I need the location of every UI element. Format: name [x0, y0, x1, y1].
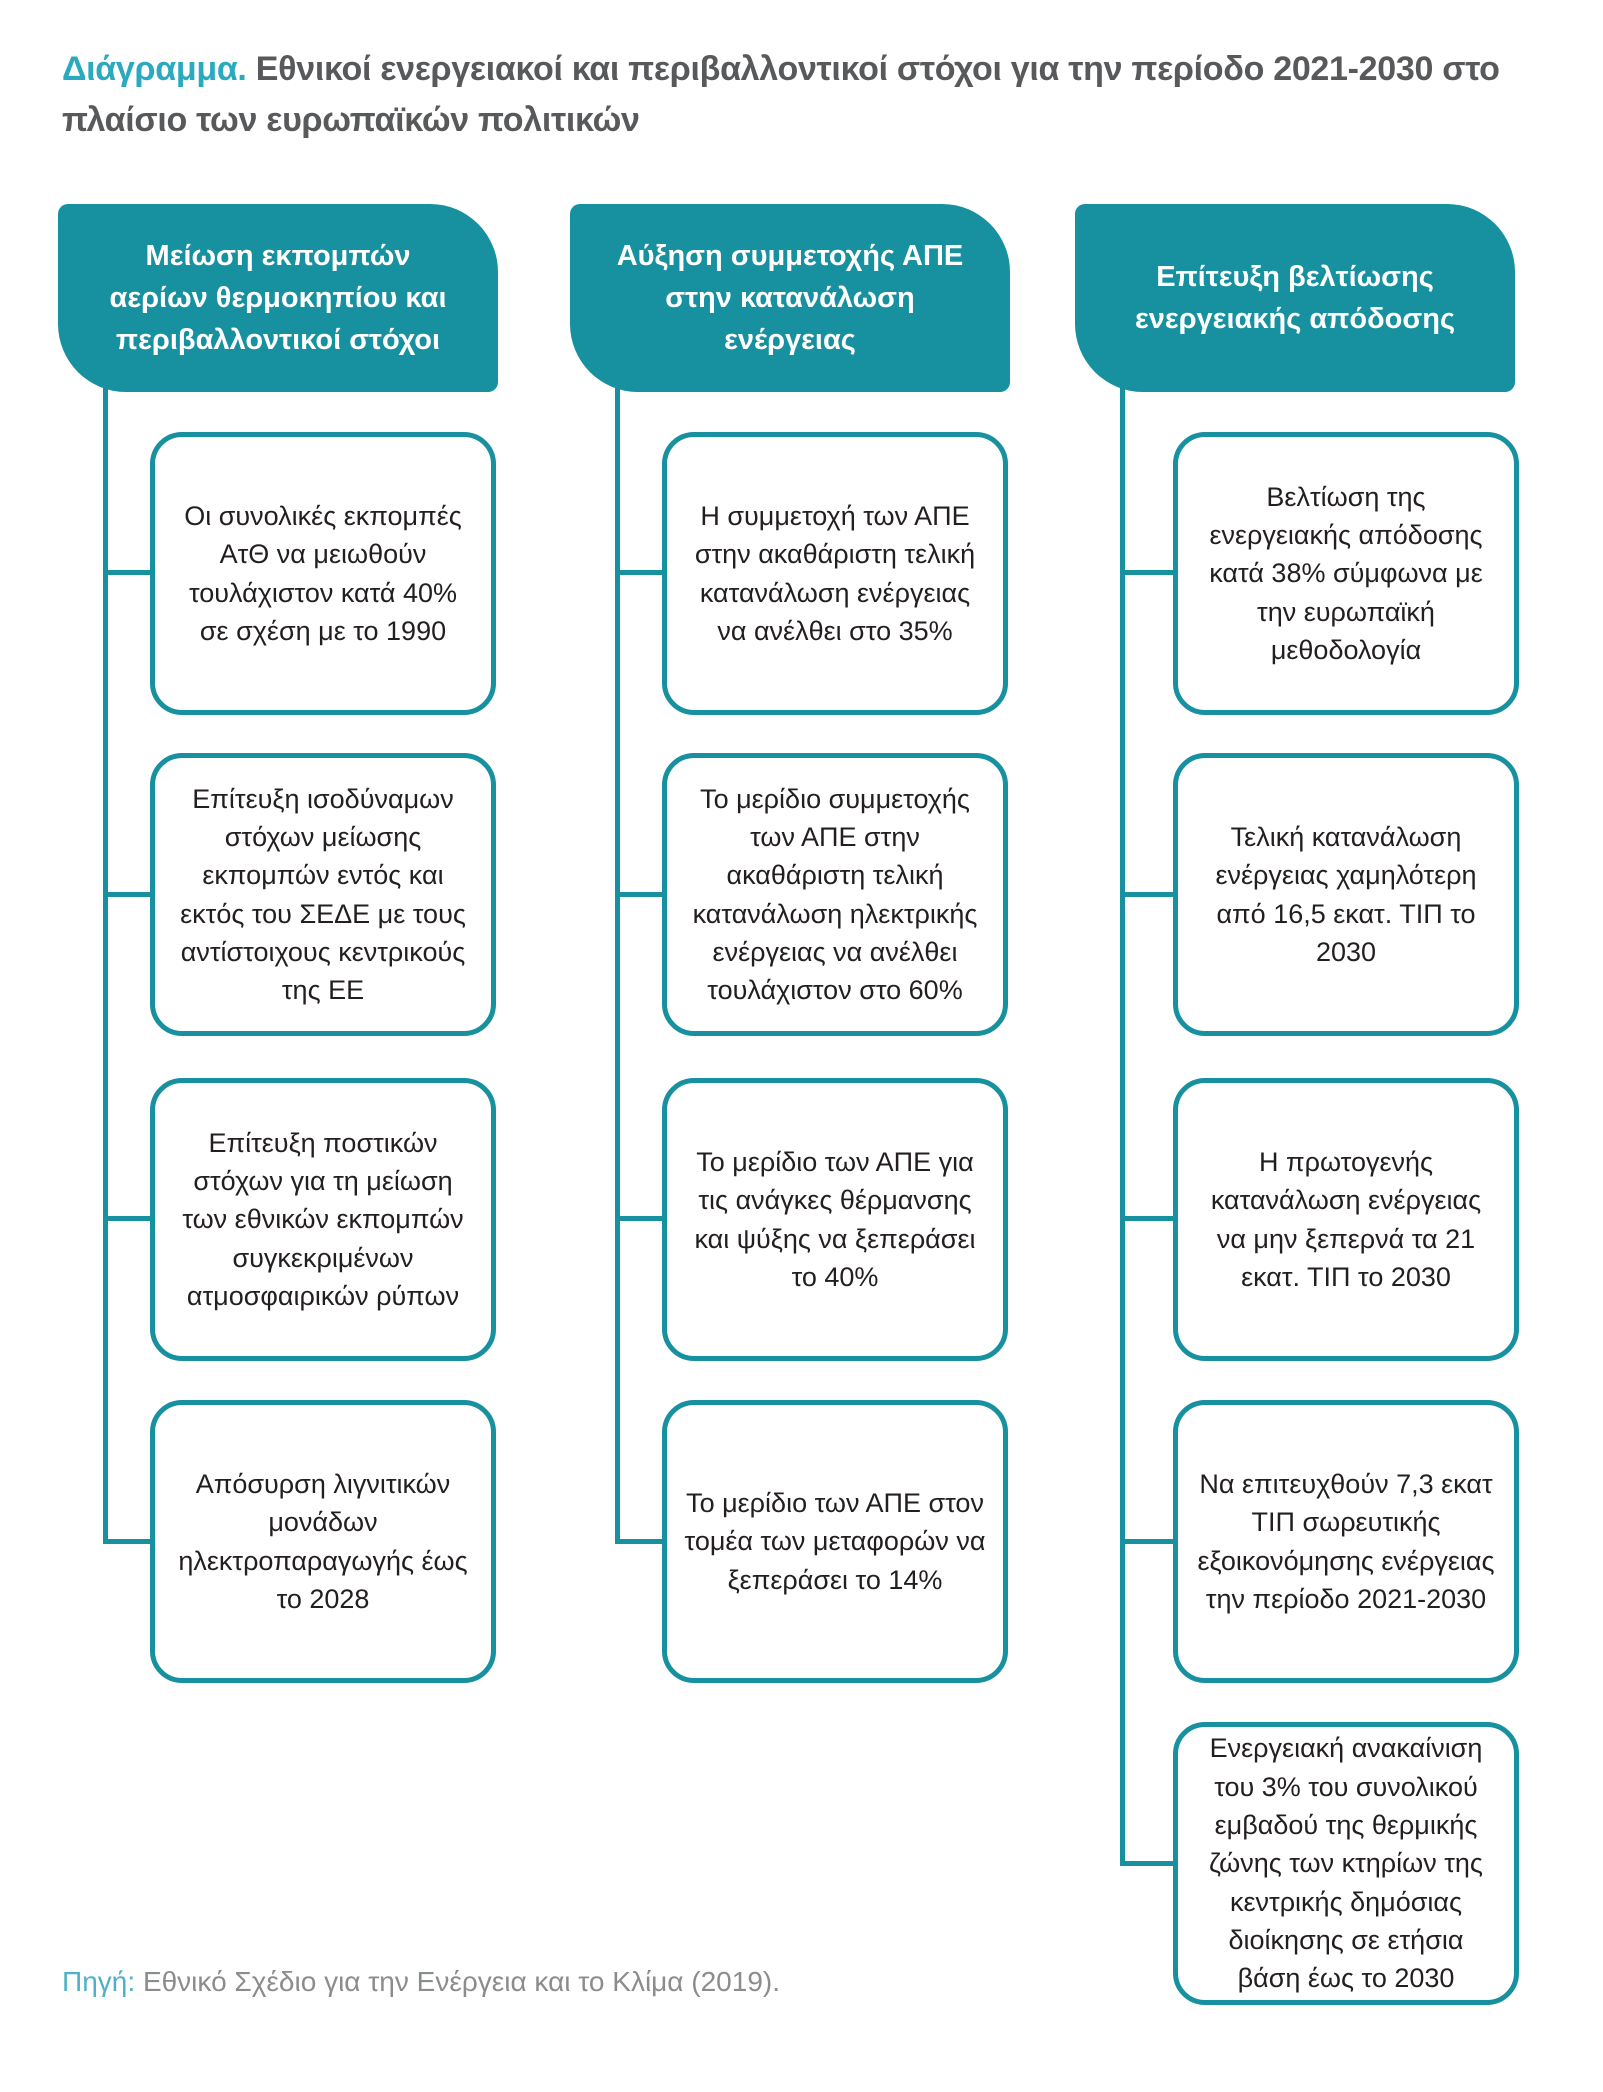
connector-col2-row1	[615, 570, 663, 575]
connector-col3-row3	[1120, 1216, 1174, 1221]
connector-col1-row1	[103, 570, 151, 575]
connector-col2-row2	[615, 892, 663, 897]
column-2-header-label: Αύξηση συμμετοχής ΑΠΕ στην κατανάλωση ενέργειας	[616, 239, 964, 357]
column-1-header	[58, 204, 498, 392]
column-1-vertical-connector	[103, 388, 108, 1544]
target-box-col1-row2	[150, 753, 496, 1036]
target-box-col1-row1	[150, 432, 496, 715]
target-box-col2-row3	[662, 1078, 1008, 1361]
diagram-label: Διάγραμμα.	[62, 50, 247, 88]
page-title	[62, 44, 1582, 146]
source-text: Εθνικό Σχέδιο για την Ενέργεια και το Κλίμα (2019).	[142, 1966, 780, 1997]
target-box-col3-row2	[1173, 753, 1519, 1036]
target-box-col3-row3	[1173, 1078, 1519, 1361]
source-line	[62, 1966, 780, 1998]
column-3-header	[1075, 204, 1515, 392]
column-2-vertical-connector	[615, 388, 620, 1544]
target-text-col1-row4: Απόσυρση λιγνιτικών μονάδων ηλεκτροπαραγωγής έως το 2028	[178, 1468, 468, 1614]
target-box-col1-row4	[150, 1400, 496, 1683]
connector-col1-row3	[103, 1216, 151, 1221]
target-text-col3-row5: Ενεργειακή ανακαίνιση του 3% του συνολικού εμβαδού της θερμικής ζώνης των κτηρίων της κεντρικής δημόσιας διοίκησης σε ετήσια βάση έως το 2030	[1209, 1733, 1483, 1994]
connector-col3-row2	[1120, 892, 1174, 897]
column-2-header	[570, 204, 1010, 392]
target-text-col3-row4: Να επιτευχθούν 7,3 εκατ ΤΙΠ σωρευτικής εξοικονόμησης ενέργειας την περίοδο 2021-2030	[1197, 1468, 1495, 1614]
target-box-col2-row4	[662, 1400, 1008, 1683]
target-box-col3-row4	[1173, 1400, 1519, 1683]
target-text-col1-row1: Οι συνολικές εκπομπές ΑτΘ να μειωθούν τουλάχιστον κατά 40% σε σχέση με το 1990	[184, 500, 462, 646]
connector-col3-row1	[1120, 570, 1174, 575]
column-3-header-label: Επίτευξη βελτίωσης ενεργειακής απόδοσης	[1134, 260, 1456, 335]
target-text-col3-row3: Η πρωτογενής κατανάλωση ενέργειας να μην ξεπερνά τα 21 εκατ. ΤΙΠ το 2030	[1210, 1146, 1482, 1292]
connector-col2-row3	[615, 1216, 663, 1221]
target-text-col1-row2: Επίτευξη ισοδύναμων στόχων μείωσης εκπομπών εντός και εκτός του ΣΕΔΕ με τους αντίστοιχους κεντρικούς της ΕΕ	[180, 783, 466, 1006]
page-title-text: Εθνικοί ενεργειακοί και περιβαλλοντικοί στόχοι για την περίοδο 2021-2030 στο πλαίσιο των ευρωπαϊκών πολιτικών	[62, 50, 1500, 139]
connector-col1-row2	[103, 892, 151, 897]
connector-col1-row4	[103, 1539, 151, 1544]
target-text-col2-row2: Το μερίδιο συμμετοχής των ΑΠΕ στην ακαθάριστη τελική κατανάλωση ηλεκτρικής ενέργειας να ανέλθει τουλάχιστον στο 60%	[692, 783, 978, 1006]
target-text-col2-row3: Το μερίδιο των ΑΠΕ για τις ανάγκες θέρμανσης και ψύξης να ξεπεράσει το 40%	[694, 1146, 976, 1292]
target-box-col2-row1	[662, 432, 1008, 715]
connector-col2-row4	[615, 1539, 663, 1544]
target-text-col2-row1: Η συμμετοχή των ΑΠΕ στην ακαθάριστη τελική κατανάλωση ενέργειας να ανέλθει στο 35%	[694, 500, 976, 646]
connector-col3-row4	[1120, 1539, 1174, 1544]
target-box-col1-row3	[150, 1078, 496, 1361]
target-box-col3-row5	[1173, 1722, 1519, 2005]
target-box-col3-row1	[1173, 432, 1519, 715]
target-text-col3-row1: Βελτίωση της ενεργειακής απόδοσης κατά 38% σύμφωνα με την ευρωπαϊκή μεθοδολογία	[1209, 481, 1483, 665]
column-1-header-label: Μείωση εκπομπών αερίων θερμοκηπίου και περιβαλλοντικοί στόχοι	[109, 239, 447, 357]
target-box-col2-row2	[662, 753, 1008, 1036]
target-text-col3-row2: Τελική κατανάλωση ενέργειας χαμηλότερη από 16,5 εκατ. ΤΙΠ το 2030	[1215, 821, 1477, 967]
target-text-col1-row3: Επίτευξη ποστικών στόχων για τη μείωση των εθνικών εκπομπών συγκεκριμένων ατμοσφαιρικών ρύπων	[182, 1127, 464, 1311]
connector-col3-row5	[1120, 1861, 1174, 1866]
column-3-vertical-connector	[1120, 388, 1125, 1866]
source-label: Πηγή:	[62, 1966, 136, 1997]
target-text-col2-row4: Το μερίδιο των ΑΠΕ στον τομέα των μεταφορών να ξεπεράσει το 14%	[684, 1488, 986, 1595]
